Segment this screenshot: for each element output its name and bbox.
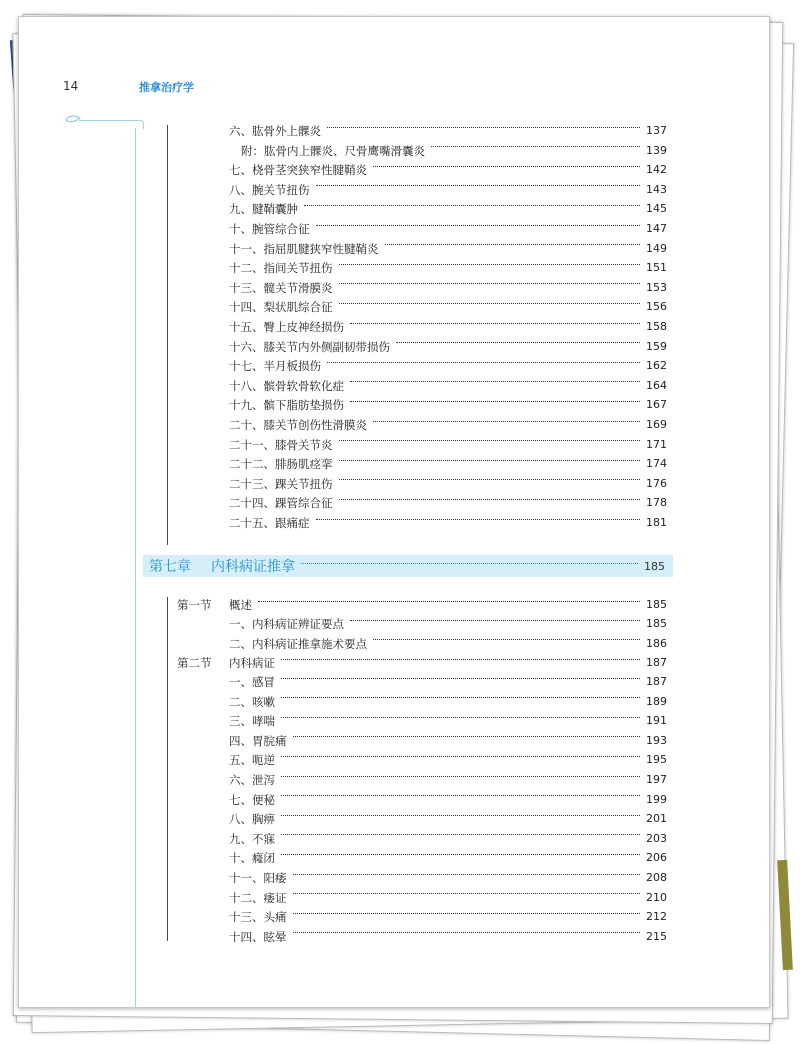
toc-entry-page: 191 (646, 714, 667, 728)
toc-entry[interactable] (229, 493, 667, 513)
toc-entry-title: 八、腕关节扭伤 (229, 182, 310, 197)
toc-entry-page: 201 (646, 812, 667, 826)
leader-dots (339, 264, 641, 265)
toc-entry[interactable] (229, 317, 667, 337)
toc-entry-title: 二十三、踝关节扭伤 (229, 476, 333, 491)
toc-entry[interactable] (229, 415, 667, 435)
toc-entry-title: 十五、臀上皮神经损伤 (229, 320, 344, 334)
group-bracket-line (167, 597, 168, 941)
toc-entry-title: 九、腱鞘囊肿 (229, 202, 298, 217)
chapter-heading[interactable] (143, 555, 673, 577)
section-page: 185 (646, 598, 667, 611)
toc-entry-title: 六、泄泻 (229, 773, 275, 787)
leader-dots (385, 244, 641, 245)
toc-entry-page: 167 (646, 398, 667, 412)
toc-section-entry[interactable] (177, 595, 667, 615)
toc-entry[interactable] (229, 474, 667, 494)
toc-entry[interactable] (229, 435, 667, 455)
toc-entry[interactable] (229, 907, 667, 927)
toc-entry-title: 十三、头痛 (229, 910, 287, 925)
decorative-line (79, 120, 136, 121)
toc-entry-title: 二十五、跟痛症 (229, 516, 310, 530)
section-title: 概述 (229, 598, 252, 612)
toc-entry[interactable] (229, 731, 667, 751)
toc-entry[interactable] (241, 141, 667, 161)
leader-dots (316, 225, 641, 226)
toc-entry-page: 193 (646, 733, 667, 747)
leader-dots (316, 185, 641, 186)
leader-dots (327, 127, 640, 128)
toc-entry-title: 二、咳嗽 (229, 694, 275, 709)
toc-entry[interactable] (229, 376, 667, 396)
leader-dots (396, 342, 640, 343)
toc-entry-page: 162 (646, 359, 667, 373)
toc-entry[interactable] (229, 848, 667, 868)
toc-entry[interactable] (229, 770, 667, 790)
toc-entry[interactable] (229, 868, 667, 888)
toc-entry-title: 七、便秘 (229, 792, 275, 807)
toc-entry-title: 十一、阳痿 (229, 871, 287, 885)
leader-dots (281, 834, 640, 835)
leader-dots (339, 479, 641, 480)
toc-entry-page: 187 (646, 675, 667, 688)
toc-entry-page: 151 (646, 261, 667, 275)
toc-entry[interactable] (229, 672, 667, 692)
toc-entry-title: 十八、髌骨软骨软化症 (229, 378, 344, 393)
toc-entry-page: 142 (646, 163, 667, 177)
running-title: 推拿治疗学 (139, 81, 194, 94)
toc-entry-page: 185 (646, 617, 667, 630)
section-title: 内科病证 (229, 656, 275, 670)
toc-entry-title: 二十二、腓肠肌痉挛 (229, 457, 333, 472)
toc-entry[interactable] (229, 219, 667, 239)
leader-dots (281, 756, 640, 757)
toc-entry-page: 174 (646, 457, 667, 471)
toc-entry-page: 206 (646, 851, 667, 865)
toc-entry[interactable] (229, 790, 667, 810)
toc-entry[interactable] (229, 711, 667, 731)
leader-dots (339, 303, 641, 304)
toc-entry-page: 171 (646, 437, 667, 451)
toc-entry-page: 159 (646, 339, 667, 353)
toc-entry-title: 四、胃脘痛 (229, 733, 287, 748)
toc-entry-title: 一、内科病证辨证要点 (229, 617, 344, 631)
toc-entry-page: 199 (646, 792, 667, 806)
leader-dots (350, 323, 640, 324)
toc-entry-page: 186 (646, 636, 667, 650)
toc-entry-title: 十二、指间关节扭伤 (229, 261, 333, 276)
page-number: 14 (63, 79, 79, 93)
toc-entry[interactable] (229, 337, 667, 357)
toc-entry[interactable] (229, 258, 667, 278)
leader-dots (339, 283, 641, 284)
leader-dots (350, 401, 640, 402)
leader-dots (327, 362, 640, 363)
toc-entry-title: 十、腕管综合征 (229, 222, 310, 236)
leader-dots (293, 913, 641, 914)
section-page: 187 (646, 656, 667, 669)
toc-entry-page: 215 (646, 929, 667, 943)
chapter-number: 第七章 (149, 559, 191, 575)
toc-entry[interactable] (229, 454, 667, 474)
toc-entry-page: 153 (646, 280, 667, 294)
toc-entry-title: 二十一、膝骨关节炎 (229, 437, 333, 452)
toc-entry-title: 五、呃逆 (229, 753, 275, 768)
toc-entry-page: 139 (646, 143, 667, 157)
toc-entry-title: 二十、膝关节创伤性滑膜炎 (229, 418, 367, 432)
leader-dots (373, 166, 640, 167)
toc-entry-page: 158 (646, 320, 667, 333)
group-bracket-line (167, 125, 168, 545)
section-number: 第二节 (177, 656, 212, 670)
leader-dots (304, 205, 640, 206)
toc-entry-title: 九、不寐 (229, 831, 275, 846)
toc-entry-title: 七、桡骨茎突狭窄性腱鞘炎 (229, 163, 367, 178)
toc-entry-title: 三、哮喘 (229, 714, 275, 729)
toc-entry-page: 143 (646, 182, 667, 196)
toc-entry-title: 八、胸痹 (229, 812, 275, 827)
toc-entry-title: 一、感冒 (229, 675, 275, 689)
leader-dots (281, 717, 640, 718)
leader-dots (281, 815, 640, 816)
leader-dots (373, 421, 640, 422)
toc-entry-page: 164 (646, 378, 667, 392)
toc-entry-title: 六、肱骨外上髁炎 (229, 124, 321, 138)
toc-entry-page: 147 (646, 222, 667, 235)
toc-entry[interactable] (229, 692, 667, 712)
leaf-icon (65, 114, 81, 124)
decorative-corner (135, 120, 144, 129)
toc-entry-page: 195 (646, 753, 667, 767)
toc-entry-title: 十九、髌下脂肪垫损伤 (229, 398, 344, 413)
toc-entry-page: 208 (646, 871, 667, 884)
toc-entry-title: 十四、梨状肌综合征 (229, 300, 333, 315)
toc-entry[interactable] (229, 888, 667, 908)
toc-entry-page: 156 (646, 300, 667, 314)
toc-entry-title: 二十四、踝管综合征 (229, 496, 333, 511)
leader-dots (281, 854, 640, 855)
toc-entry-page: 149 (646, 241, 667, 255)
toc-entry-page: 203 (646, 831, 667, 845)
leader-dots (350, 620, 640, 621)
section-number: 第一节 (177, 598, 212, 612)
leader-dots (281, 678, 640, 679)
chapter-page: 185 (644, 559, 665, 573)
toc-entry-page: 181 (646, 516, 667, 529)
leader-dots (293, 874, 641, 875)
leader-dots (301, 563, 638, 564)
leader-dots (281, 659, 640, 660)
toc-entry-page: 197 (646, 773, 667, 786)
toc-entry-title: 十、癃闭 (229, 851, 275, 866)
leader-dots (339, 440, 641, 441)
leader-dots (373, 639, 640, 640)
toc-entry-page: 137 (646, 124, 667, 137)
toc-entry-title: 十四、眩晕 (229, 929, 287, 944)
toc-entry-page: 176 (646, 476, 667, 490)
toc-entry-title: 二、内科病证推拿施术要点 (229, 636, 367, 651)
toc-entry[interactable] (229, 297, 667, 317)
leader-dots (339, 499, 641, 500)
leader-dots (281, 795, 640, 796)
toc-entry-title: 十二、痿证 (229, 890, 287, 905)
toc-entry-page: 169 (646, 418, 667, 431)
toc-entry[interactable] (229, 829, 667, 849)
toc-entry[interactable] (229, 199, 667, 219)
toc-entry[interactable] (229, 927, 667, 947)
toc-entry-page: 178 (646, 496, 667, 510)
leader-dots (339, 460, 641, 461)
toc-entry-page: 189 (646, 694, 667, 708)
leader-dots (431, 146, 640, 147)
toc-entry[interactable] (229, 614, 667, 634)
toc-entry-title: 十六、膝关节内外侧副韧带损伤 (229, 339, 390, 354)
toc-entry[interactable] (229, 809, 667, 829)
toc-entry[interactable] (229, 121, 667, 141)
toc-entry[interactable] (229, 278, 667, 298)
toc-entry-title: 十七、半月板损伤 (229, 359, 321, 374)
toc-entry[interactable] (229, 634, 667, 654)
toc-entry[interactable] (229, 395, 667, 415)
leader-dots (293, 893, 641, 894)
leader-dots (258, 601, 640, 602)
leader-dots (293, 932, 641, 933)
toc-entry[interactable] (229, 160, 667, 180)
toc-entry[interactable] (229, 356, 667, 376)
chapter-title: 内科病证推拿 (211, 559, 295, 575)
toc-entry-title: 附：肱骨内上髁炎、尺骨鹰嘴滑囊炎 (241, 143, 425, 158)
decorative-margin-line (135, 128, 136, 1008)
toc-entry[interactable] (229, 239, 667, 259)
toc-entry-page: 145 (646, 202, 667, 216)
leader-dots (350, 381, 640, 382)
toc-entry[interactable] (229, 750, 667, 770)
toc-entry[interactable] (229, 180, 667, 200)
toc-entry-title: 十三、髋关节滑膜炎 (229, 280, 333, 295)
toc-entry-title: 十一、指屈肌腱狭窄性腱鞘炎 (229, 241, 379, 256)
leader-dots (281, 697, 640, 698)
toc-entry-page: 212 (646, 910, 667, 924)
leader-dots (316, 519, 641, 520)
toc-entry[interactable] (229, 513, 667, 533)
leader-dots (293, 736, 641, 737)
leader-dots (281, 776, 640, 777)
toc-section-entry[interactable] (177, 653, 667, 673)
toc-page (18, 16, 770, 1008)
toc-entry-page: 210 (646, 890, 667, 904)
